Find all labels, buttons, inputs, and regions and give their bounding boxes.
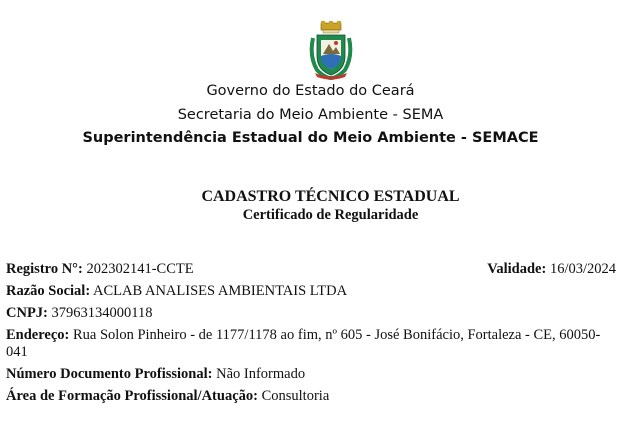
validade-label: Validade: xyxy=(487,261,547,277)
superintendence-name: Superintendência Estadual do Meio Ambiente - SEMACE xyxy=(82,130,539,146)
area-formacao-label: Área de Formação Profissional/Atuação: xyxy=(6,388,258,404)
registro-label: Registro N°: xyxy=(6,261,83,277)
state-coat-of-arms-icon xyxy=(307,20,355,80)
endereco-field xyxy=(6,327,611,361)
document-subtitle: Certificado de Regularidade xyxy=(242,207,419,223)
government-name: Governo do Estado do Ceará xyxy=(206,83,415,99)
cnpj-label: CNPJ: xyxy=(6,305,48,321)
secretariat-name: Secretaria do Meio Ambiente - SEMA xyxy=(177,107,444,123)
cnpj-field xyxy=(6,305,152,322)
endereco-label: Endereço: xyxy=(6,327,70,343)
registro-value: 202302141-CCTE xyxy=(86,261,194,277)
razao-social-value: ACLAB ANALISES AMBIENTAIS LTDA xyxy=(93,283,348,299)
razao-social-field xyxy=(6,283,347,300)
document-title: CADASTRO TÉCNICO ESTADUAL xyxy=(201,188,460,205)
area-formacao-value: Consultoria xyxy=(261,388,330,404)
validade-field xyxy=(487,261,616,278)
registro-field xyxy=(6,261,194,278)
validade-value: 16/03/2024 xyxy=(549,261,616,277)
area-formacao-field xyxy=(6,388,329,405)
razao-social-label: Razão Social: xyxy=(6,283,91,299)
cnpj-value: 37963134000118 xyxy=(51,305,153,321)
endereco-value: Rua Solon Pinheiro - de 1177/1178 ao fim, nº 605 - José Bonifácio, Fortaleza - CE, 60050-041 xyxy=(6,327,601,360)
numero-documento-field xyxy=(6,366,305,383)
numero-documento-value: Não Informado xyxy=(216,366,306,382)
numero-documento-label: Número Documento Profissional: xyxy=(6,366,213,382)
